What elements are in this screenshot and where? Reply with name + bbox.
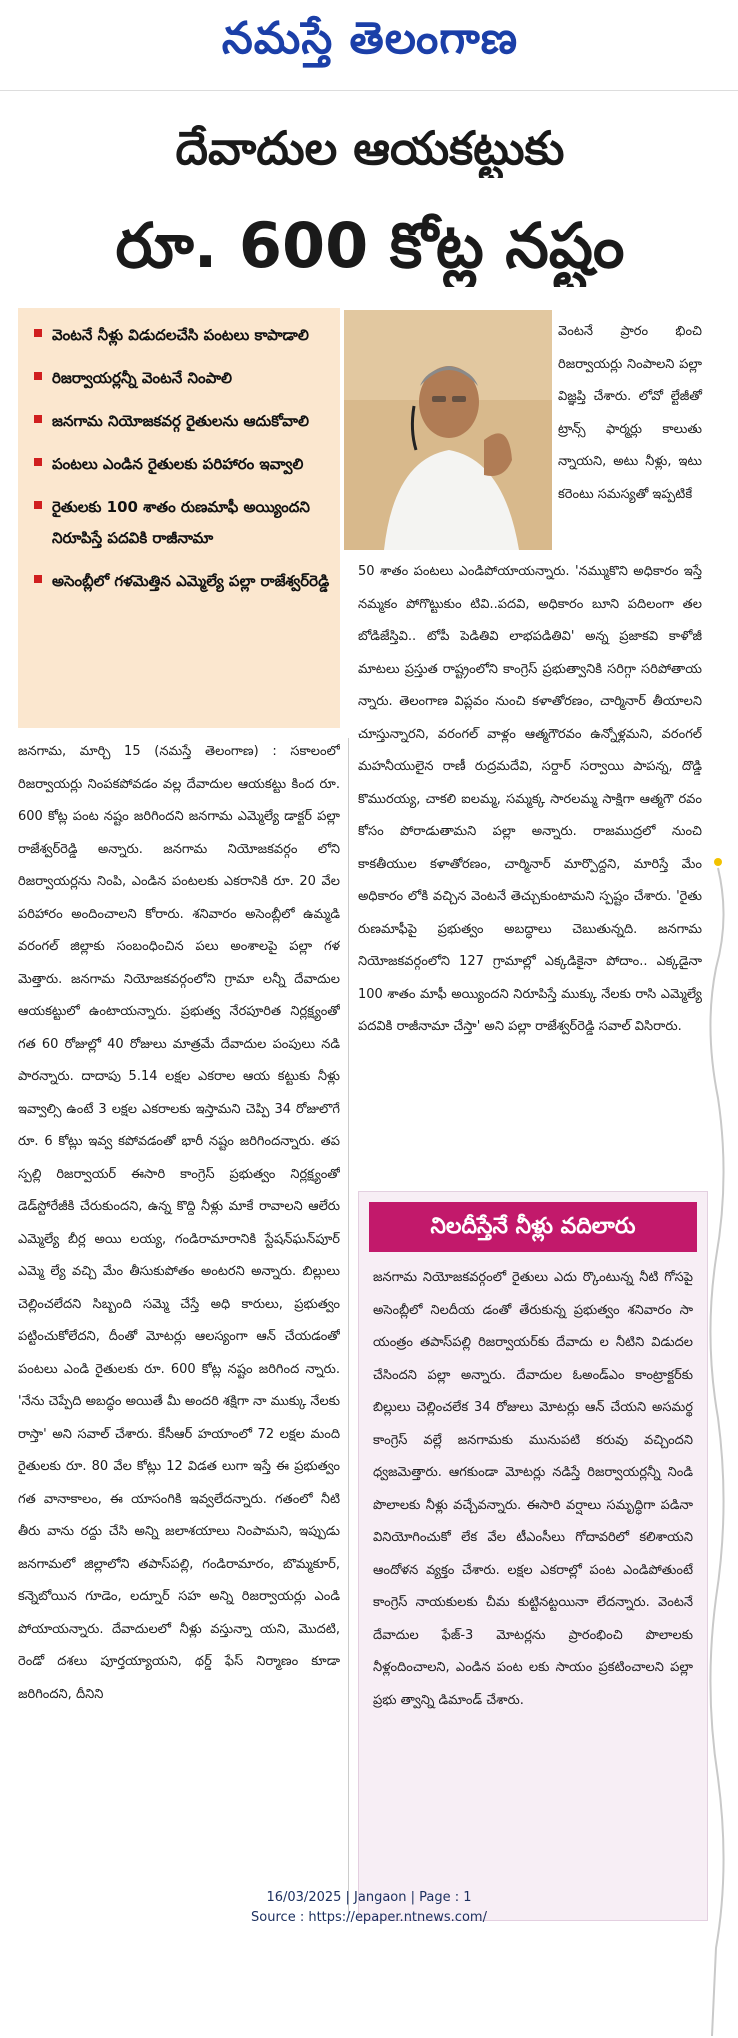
bullet-marker-icon	[34, 415, 42, 423]
page-footer	[0, 1888, 738, 1928]
mla-photo	[344, 310, 552, 550]
highlight-text: పంటలు ఎండిన రైతులకు పరిహారం ఇవ్వాలి	[52, 455, 304, 473]
bullet-marker-icon	[34, 501, 42, 509]
person-photo-icon	[344, 310, 552, 550]
highlight-item	[34, 492, 330, 554]
sidebar-box	[358, 1191, 708, 1921]
highlight-text: రిజర్వాయర్లన్నీ వెంటనే నింపాలి	[52, 369, 233, 387]
bullet-marker-icon	[34, 458, 42, 466]
headline-line2: రూ. 600 కోట్ల నష్టం	[115, 209, 625, 282]
highlight-text: రైతులకు 100 శాతం రుణమాఫీ అయ్యిందని నిరూపిస్తే పదవికి రాజీనామా	[52, 498, 310, 547]
bullet-marker-icon	[34, 329, 42, 337]
bullet-marker-icon	[34, 372, 42, 380]
bullet-marker-icon	[34, 575, 42, 583]
sidebar-box-title: నిలదీస్తేనే నీళ్లు వదిలారు	[369, 1202, 697, 1252]
footer-edition-info: 16/03/2025 | Jangaon | Page : 1	[266, 1890, 472, 1905]
article-column-left: జనగామ, మార్చి 15 (నమస్తే తెలంగాణ) : సకాలంలో రిజర్వాయర్లు నింపకపోవడం వల్ల దేవాదుల ఆయకట్టు కింద రూ. 600 కోట్ల పంట నష్టం జరిగిందని జనగామ ఎమ్మెల్యే డాక్టర్ పల్లా రాజేశ్వర్‌రెడ్డి అన్నారు. జనగామ నియోజకవర్గం లోని రిజర్వాయర్లను నింపి, ఎండిన పంటలకు ఎకరానికి రూ. 20 వేల పరిహారం అందించాలని కోరారు. శనివారం అసెంబ్లీలో ఉమ్మడి వరంగల్ జిల్లాకు సంబంధించిన పలు అంశాలపై పల్లా గళ మెత్తారు. జనగామ నియోజకవర్గంలోని గ్రామా లన్నీ దేవాదుల ఆయకట్టులో ఉంటాయన్నారు. ప్రభుత్వ నేరపూరిత నిర్లక్ష్యంతో గత 60 రోజుల్లో 40 రోజులు మాత్రమే దేవాదుల పంపులు నడి పారన్నారు. దాదాపు 5.14 లక్షల ఎకరాల ఆయ కట్టుకు నీళ్లు ఇవ్వాల్సి ఉంటే 3 లక్షల ఎకరాలకు ఇస్తామని చెప్పి 34 రోజులొగే రూ. 6 కోట్లు ఇవ్వ కపోవడంతో భారీ నష్టం జరిగిందన్నారు. తప స్పల్లి రిజర్వాయర్ ఈసారి కాంగ్రెస్ ప్రభుత్వం నిర్లక్ష్యంతో డెడ్‌స్టోరేజీకి చేరుకుందని, ఉన్న కొద్ది నీళ్లు మాకే రావాలని ఆలేరు ఎమ్మెల్యే బీర్ల అయి లయ్య, గండిరామారానికి స్టేషన్‌ఘన్‌పూర్ ఎమ్మె ల్యే వచ్చి మేం తీసుకుపోతం అంటరని అన్నారు. బిల్లులు చెల్లించలేదని సిబ్బంది సమ్మె చేస్తే అధి కారులు, ప్రభుత్వం పట్టించుకోలేదని, దీంతో మోటర్లు ఆలస్యంగా ఆన్ చేయడంతో పంటలు ఎండి రైతులకు రూ. 600 కోట్ల నష్టం జరిగింద న్నారు. 'నేను చెప్పేది అబద్ధం అయితే మీ అందరి శక్షిగా నా ముక్కు నేలకు రాస్తా' అని సవాల్ చేశారు. కేసీఆర్ హయాంలో 72 లక్షల మంది రైతులకు రూ. 80 వేల కోట్లు 12 విడత లుగా ఇస్తే ఈ ప్రభుత్వం గత వానాకాలం, ఈ యాసంగికి ఇవ్వలేదన్నారు. గతంలో నీటి తీరు వాను రద్దు చేసి అన్ని జలాశయాలు నింపామని, ఇప్పుడు జనగామలో జిల్లాలోని తపాస్‌పల్లి, గండిరామారం, బొమ్మకూర్, కన్నెబోయిన గూడెం, లద్నూర్ సహ అన్ని రిజర్వాయర్లు ఎండి పోయాయన్నారు. దేవాదులలో నీళ్లు వస్తున్నా యని, మొదటి, రెండో దశలు పూర్తయ్యాయని, థర్డ్ ఫేస్ నిర్మాణం కూడా జరిగిందని, దీనిని	[18, 744, 340, 1702]
decorative-squiggle-icon	[706, 858, 736, 2038]
highlight-text: జనగామ నియోజకవర్గ రైతులను ఆదుకోవాలి	[52, 412, 309, 430]
article-body	[18, 298, 718, 1928]
sidebar-box-body: జనగామ నియోజకవర్గంలో రైతులు ఎదు ర్కొంటున్న నీటి గోసపై అసెంబ్లీలో నిలదీయ డంతో తేరుకున్న ప్రభుత్వం శనివారం సా యంత్రం తపాస్‌పల్లి రిజర్వాయర్‌కు దేవాదు ల నీటిని విడుదల చేసిందని పల్లా అన్నారు. దేవాదుల ఓఅండ్‌ఎం కాంట్రాక్టర్‌కు బిల్లులు చెల్లించలేక 34 రోజులు మోటర్లు ఆన్ చేయని అసమర్థ కాంగ్రెస్ వల్లే జనగామకు మునుపటి కరువు వచ్చిందని ధ్వజమెత్తారు. ఆగకుండా మోటర్లు నడిస్తే రిజర్వాయర్లన్నీ నిండి పొలాలకు నీళ్లు వచ్చేవన్నారు. ఈసారి వర్షాలు సమృద్ధిగా పడినా వినియోగించుకో లేక వేల టీఎంసీలు గోదావరిలో కలిశాయని ఆందోళన వ్యక్తం చేశారు. లక్షల ఎకరాల్లో పంట ఎండిపోతుంటే కాంగ్రెస్ నాయకులకు చీమ కుట్టినట్టయినా లేదన్నారు. వెంటనే దేవాదుల ఫేజ్-3 మోటర్లను ప్రారంభించి పొలాలకు నీళ్లందించాలని, ఎండిన పంట లకు సాయం ప్రకటించాలని పల్లా ప్రభు త్వాన్ని డిమాండ్ చేశారు.	[373, 1270, 693, 1708]
highlight-item	[34, 320, 330, 351]
article-column-right: 50 శాతం పంటలు ఎండిపోయాయన్నారు. 'నమ్ముకొని అధికారం ఇస్తే నమ్మకం పోగొట్టుకుం టివి..పదవి, అధికారం బూని పదిలంగా తల బోడిజేస్తివి.. టోపీ పెడితివి లాభపడితివి' అన్న ప్రజాకవి కాళోజీ మాటలు ప్రస్తుత రాష్ట్రంలోని కాంగ్రెస్ ప్రభుత్వానికి సరిగ్గా సరిపోతాయ న్నారు. తెలంగాణ విప్లవం నుంచి కళాతోరణం, చార్మినార్ తీయాలని చూస్తున్నారని, వరంగల్ వాళ్లం ఆత్మగౌరవం ఉన్నోళ్లమని, వరంగల్ మహనీయులైన రాణీ రుద్రమదేవి, సర్దార్ సర్వాయి పాపన్న, దొడ్డి కొమురయ్య, చాకలి ఐలమ్మ, సమ్మక్క సారలమ్మ సాక్షిగా ఆత్మగౌ రవం కోసం పోరాడుతామని పల్లా అన్నారు. రాజముద్రలో నుంచి కాకతీయుల కళాతోరణం, చార్మినార్ మార్పొద్దని, మారిస్తే మేం అధికారం లోకి వచ్చిన వెంటనే తెచ్చుకుంటామని స్పష్టం చేశారు. 'రైతు రుణమాఫీపై ప్రభుత్వం అబద్ధాలు చెబుతున్నది. జనగామ నియోజకవర్గంలోని 127 గ్రామాల్లో ఎక్కడికైనా పోదాం.. ఎక్కడైనా 100 శాతం మాఫీ అయ్యిందని నిరూపిస్తే ముక్కు నేలకు రాసి ఎమ్మెల్యే పదవికి రాజీనామా చేస్తా' అని పల్లా రాజేశ్వర్‌రెడ్డి సవాల్ విసిరారు.	[358, 564, 702, 1034]
highlight-item	[34, 449, 330, 480]
article-column-right-top: వెంటనే ప్రారం భించి రిజర్వాయర్లు నింపాలని పల్లా విజ్ఞప్తి చేశారు. లోవో ల్టేజీతో ట్రాన్స్ ఫార్మర్లు కాలుతు న్నాయని, అటు నీళ్లు, ఇటు కరెంటు సమస్యతో ఇప్పటికే	[558, 324, 702, 502]
highlight-text: వెంటనే నీళ్లు విడుదలచేసి పంటలు కాపాడాలి	[52, 326, 309, 344]
footer-source-link[interactable]: Source : https://epaper.ntnews.com/	[251, 1910, 487, 1925]
column-divider	[348, 738, 349, 1918]
masthead-divider	[0, 90, 738, 91]
highlight-item	[34, 363, 330, 394]
highlight-item	[34, 406, 330, 437]
highlights-panel	[18, 308, 340, 728]
headline-line1: దేవాదుల ఆయకట్టుకు	[175, 121, 565, 175]
masthead-logo: నమస్తే తెలంగాణ	[221, 13, 519, 64]
highlight-text: అసెంబ్లీలో గళమెత్తిన ఎమ్మెల్యే పల్లా రాజేశ్వర్‌రెడ్డి	[52, 572, 330, 590]
highlight-item	[34, 566, 330, 597]
